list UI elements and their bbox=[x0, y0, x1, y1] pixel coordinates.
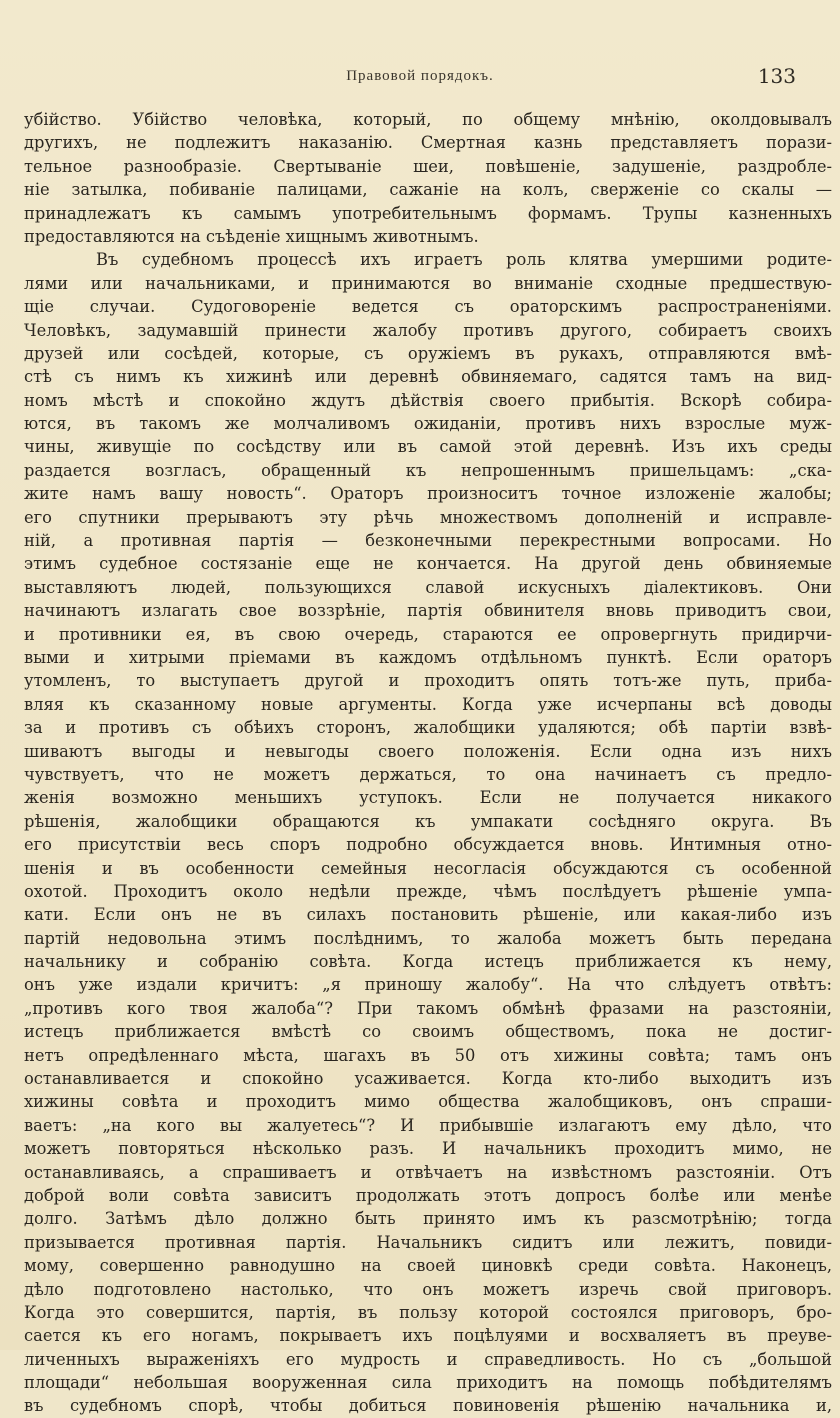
body-text bbox=[24, 108, 832, 1418]
text-line: рѣшенія, жалобщики обращаются къ умпакати сосѣдняго округа. Въ bbox=[24, 811, 832, 831]
text-line: площади“ небольшая вооруженная сила приходитъ на помощь побѣдителямъ bbox=[24, 1373, 832, 1393]
text-line: щіе случаи. Судоговореніе ведется съ ораторскимъ распространеніями. bbox=[24, 297, 832, 317]
text-line: нетъ опредѣленнаго мѣста, шагахъ въ 50 отъ хижины совѣта; тамъ онъ bbox=[24, 1045, 832, 1065]
text-line: дѣло подготовлено настолько, что онъ можетъ изречь свой приговоръ. bbox=[24, 1279, 832, 1299]
text-line: принадлежатъ къ самымъ употребительнымъ формамъ. Трупы казненныхъ bbox=[24, 203, 832, 223]
text-line: истецъ приближается вмѣстѣ со своимъ обществомъ, пока не достиг- bbox=[24, 1022, 832, 1042]
text-line: убійство. Убійство человѣка, который, по общему мнѣнію, околдовывалъ bbox=[24, 110, 832, 129]
text-line: останавливается и спокойно усаживается. Когда кто-либо выходитъ изъ bbox=[24, 1069, 832, 1089]
text-line: стѣ съ нимъ къ хижинѣ или деревнѣ обвиняемаго, садятся тамъ на вид- bbox=[24, 367, 832, 387]
text-line: охотой. Проходитъ около недѣли прежде, чѣмъ послѣдуетъ рѣшеніе умпа- bbox=[24, 881, 832, 901]
text-line: партій недовольна этимъ послѣднимъ, то жалоба можетъ быть передана bbox=[24, 928, 832, 948]
text-line: призывается противная партія. Начальникъ сидитъ или лежитъ, повиди- bbox=[24, 1232, 832, 1252]
text-line: ются, въ такомъ же молчаливомъ ожиданіи, противъ нихъ взрослые муж- bbox=[24, 414, 832, 434]
running-title: Правовой порядокъ. bbox=[346, 68, 494, 84]
text-line: шенія и въ особенности семейныя несогласія обсуждаются съ особенной bbox=[24, 858, 832, 878]
text-line: раздается возгласъ, обращенный къ непрошеннымъ пришельцамъ: „ска- bbox=[24, 460, 832, 480]
text-line: Когда это совершится, партія, въ пользу которой состоялся приговоръ, бро- bbox=[24, 1302, 832, 1322]
text-line: ваетъ: „на кого вы жалуетесь“? И прибывшіе излагаютъ ему дѣло, что bbox=[24, 1115, 832, 1135]
text-line: его спутники прерываютъ эту рѣчь множествомъ дополненій и исправле- bbox=[24, 507, 832, 527]
text-line: и противники ея, въ свою очередь, стараются ее опровергнуть придирчи- bbox=[24, 624, 832, 644]
text-line: хижины совѣта и проходитъ мимо общества жалобщиковъ, онъ спраши- bbox=[24, 1092, 832, 1112]
text-line: лями или начальниками, и принимаются во вниманіе сходные предшествую- bbox=[24, 273, 832, 293]
text-line: чины, живущіе по сосѣдству или въ самой этой деревнѣ. Изъ ихъ среды bbox=[24, 437, 832, 457]
text-line: этимъ судебное состязаніе еще не кончается. На другой день обвиняемые bbox=[24, 554, 832, 574]
text-line: вляя къ сказанному новые аргументы. Когда уже исчерпаны всѣ доводы bbox=[24, 694, 832, 714]
text-line: выми и хитрыми пріемами въ каждомъ отдѣльномъ пунктѣ. Если ораторъ bbox=[24, 647, 832, 667]
text-line: шиваютъ выгоды и невыгоды своего положенія. Если одна изъ нихъ bbox=[24, 741, 832, 761]
text-line: выставляютъ людей, пользующихся славой искусныхъ діалектиковъ. Они bbox=[24, 577, 832, 597]
text-line: долго. Затѣмъ дѣло должно быть принято имъ къ разсмотрѣнію; тогда bbox=[24, 1209, 832, 1229]
text-line: утомленъ, то выступаетъ другой и проходитъ опять тотъ-же путь, приба- bbox=[24, 671, 832, 691]
text-line: тельное разнообразіе. Свертываніе шеи, повѣшеніе, задушеніе, раздробле- bbox=[24, 156, 832, 176]
text-line: другихъ, не подлежитъ наказанію. Смертная казнь представляетъ порази- bbox=[24, 133, 832, 153]
text-line: ній, а противная партія — безконечными перекрестными вопросами. Но bbox=[24, 531, 832, 551]
text-line: Въ судебномъ процессѣ ихъ играетъ роль клятва умершими родите- bbox=[96, 250, 832, 270]
page-number: 133 bbox=[757, 64, 796, 88]
text-line: номъ мѣстѣ и спокойно ждутъ дѣйствія своего прибытія. Вскорѣ собира- bbox=[24, 390, 832, 410]
text-line: сается къ его ногамъ, покрываетъ ихъ поцѣлуями и восхваляетъ въ преуве- bbox=[24, 1326, 832, 1346]
text-line: жите намъ вашу новость“. Ораторъ произноситъ точное изложеніе жалобы; bbox=[24, 484, 832, 504]
text-line: ніе затылка, побиваніе палицами, сажаніе на колъ, сверженіе со скалы — bbox=[24, 180, 832, 200]
text-line: „противъ кого твоя жалоба“? При такомъ обмѣнѣ фразами на разстояніи, bbox=[24, 998, 832, 1018]
text-line: кати. Если онъ не въ силахъ постановить рѣшеніе, или какая-либо изъ bbox=[24, 905, 832, 925]
text-line: останавливаясь, а спрашиваетъ и отвѣчаетъ на извѣстномъ разстояніи. Отъ bbox=[24, 1162, 832, 1182]
text-line: можетъ повторяться нѣсколько разъ. И начальникъ проходитъ мимо, не bbox=[24, 1139, 832, 1159]
text-line: начинаютъ излагать свое воззрѣніе, партія обвинителя вновь приводитъ свои, bbox=[24, 601, 832, 621]
text-line: въ судебномъ спорѣ, чтобы добиться повиновенія рѣшенію начальника и, bbox=[24, 1396, 832, 1416]
text-line: чувствуетъ, что не можетъ держаться, то она начинаетъ съ предло- bbox=[24, 764, 832, 784]
text-line: Человѣкъ, задумавшій принести жалобу противъ другого, собираетъ своихъ bbox=[24, 320, 832, 340]
text-line: его присутствіи весь споръ подробно обсуждается вновь. Интимныя отно- bbox=[24, 835, 832, 855]
text-line: предоставляются на съѣденіе хищнымъ животнымъ. bbox=[24, 226, 479, 246]
text-line: друзей или сосѣдей, которые, съ оружіемъ въ рукахъ, отправляются вмѣ- bbox=[24, 343, 832, 363]
text-line: за и противъ съ обѣихъ сторонъ, жалобщики удаляются; обѣ партіи взвѣ- bbox=[24, 718, 832, 738]
running-head bbox=[0, 64, 840, 88]
text-line: личенныхъ выраженіяхъ его мудрость и справедливость. Но съ „большой bbox=[24, 1349, 832, 1369]
text-line: начальнику и собранію совѣта. Когда истецъ приближается къ нему, bbox=[24, 952, 832, 972]
text-line: онъ уже издали кричитъ: „я приношу жалобу“. На что слѣдуетъ отвѣтъ: bbox=[24, 975, 832, 995]
text-line: женія возможно меньшихъ уступокъ. Если не получается никакого bbox=[24, 788, 832, 808]
text-line: доброй воли совѣта зависитъ продолжать этотъ допросъ болѣе или менѣе bbox=[24, 1185, 832, 1205]
text-line: мому, совершенно равнодушно на своей циновкѣ среди совѣта. Наконецъ, bbox=[24, 1256, 832, 1276]
